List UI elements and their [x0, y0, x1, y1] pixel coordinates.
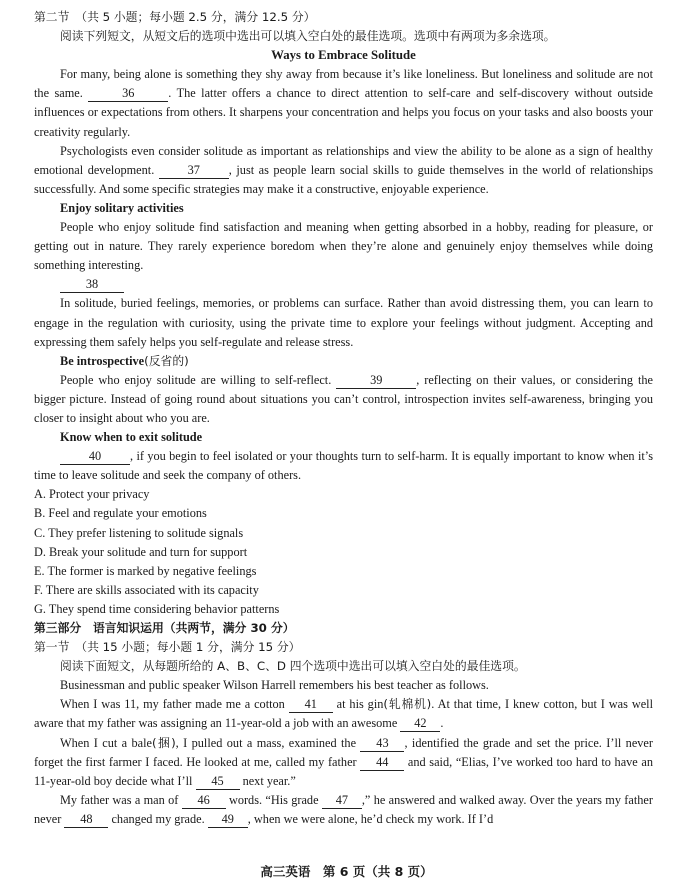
- blank-39: 39: [336, 373, 416, 389]
- paragraph-38-line: [34, 275, 653, 294]
- cloze-paragraph-1: [34, 695, 653, 733]
- paragraph-text: , I pulled out a mass, examined the: [175, 735, 357, 750]
- option-a: A. Protect your privacy: [34, 487, 150, 502]
- options-list: [34, 485, 653, 619]
- paragraph-text: My father was a man of: [60, 792, 179, 807]
- section-instruction: 阅读下面短文，从每题所给的 A、B、C、D 四个选项中选出可以填入空白处的最佳选项。: [60, 659, 526, 674]
- subheading-gloss: (反省的): [144, 353, 189, 368]
- paragraph-text: Psychologists even consider solitude as important as relationships and view the ability to be alone as a sign of healthy emotional development.: [34, 143, 653, 177]
- paragraph-3: People who enjoy solitude find satisfaction and meaning when getting absorbed in a hobby, reading for pleasure, or getting out in nature. They rarely experience boredom when they’re alone and genuinely enjoy themselves while doing something interesting.: [34, 220, 653, 273]
- blank-41: 41: [289, 697, 333, 713]
- paragraph-text: next year.”: [242, 773, 296, 788]
- section-header: 第二节 （共 5 小题；每小题 2.5 分，满分 12.5 分）: [34, 10, 316, 24]
- paragraph-2: [34, 142, 653, 199]
- option-d: D. Break your solitude and turn for support: [34, 544, 248, 559]
- blank-49: 49: [208, 812, 248, 828]
- option-e: E. The former is marked by negative feelings: [34, 563, 257, 578]
- paragraph-text: . The latter offers a chance to direct attention to self-care and self-discovery without outside influences or expectations from others. It sharpens your concentration and helps you focus on your tasks and also boosts your creativity regularly.: [34, 86, 653, 139]
- page-footer: 高三英语 第 6 页（共 8 页）: [260, 864, 433, 879]
- paragraph-text: . At that time, I knew cotton, but I was well aware that my father was assigning an 11-year-old a job with an awesome: [34, 697, 653, 731]
- gloss: (轧棉机): [383, 697, 432, 712]
- blank-44: 44: [360, 755, 404, 771]
- subheading-solitary-activities: Enjoy solitary activities: [60, 200, 184, 215]
- blank-47: 47: [322, 793, 362, 809]
- paragraph-text: , reflecting on their values, or considering the bigger picture. Instead of going round about situations you can’t control, introspection invites self-awareness, bringing you closer to insight about who you are.: [34, 372, 653, 425]
- option-b: B. Feel and regulate your emotions: [34, 506, 207, 521]
- paragraph-6: [34, 447, 653, 485]
- paragraph-text: changed my grade.: [111, 811, 205, 826]
- blank-36: 36: [88, 86, 168, 102]
- cloze-paragraph-2: [34, 734, 653, 791]
- blank-42: 42: [400, 716, 440, 732]
- blank-45: 45: [196, 774, 240, 790]
- subheading-text: Be introspective: [60, 353, 145, 368]
- subheading-exit-solitude: Know when to exit solitude: [60, 430, 203, 445]
- passage-title: Ways to Embrace Solitude: [271, 48, 416, 63]
- blank-38: 38: [60, 277, 124, 293]
- paragraph-text: , when we were alone, he’d check my work. If I’d: [247, 811, 494, 826]
- paragraph-text: , just as people learn social skills to guide themselves in the world of relationships successfully. And some specific strategies may make it a constructive, enjoyable experience.: [34, 162, 653, 196]
- subheading-introspective: [34, 352, 653, 371]
- paragraph-text: , identified the grade and set the price. I’ll never forget the first farmer I faced. He looked at me, called my father: [34, 735, 653, 769]
- cloze-paragraph-3: [34, 791, 653, 829]
- paragraph-text: ,” he answered and walked away. Over the years my father never: [34, 792, 653, 826]
- blank-48: 48: [64, 812, 108, 828]
- part-header: 第三部分 语言知识运用（共两节，满分 30 分）: [34, 621, 295, 635]
- paragraph-1: [34, 65, 653, 141]
- paragraph-text: and said, “Elias, I’ve worked too hard to have an 11-year-old boy decide what I’ll: [34, 754, 653, 788]
- paragraph-text: , if you begin to feel isolated or your thoughts turn to self-harm. It is equally important to know when it’s time to leave solitude and seek the company of others.: [34, 449, 653, 483]
- paragraph-text: When I was 11, my father made me a cotton: [60, 697, 285, 712]
- paragraph-4: In solitude, buried feelings, memories, or problems can surface. Rather than avoid distressing them, you can learn to engage in the regulation with curiosity, using the private time to explore your feelings without judgment. Accepting and expressing them safely helps you self-regulate and release stress.: [34, 296, 653, 349]
- option-g: G. They spend time considering behavior patterns: [34, 601, 280, 616]
- paragraph-text: When I cut a bale: [60, 735, 153, 750]
- blank-43: 43: [360, 736, 404, 752]
- option-c: C. They prefer listening to solitude signals: [34, 525, 244, 540]
- cloze-intro: Businessman and public speaker Wilson Harrell remembers his best teacher as follows.: [60, 678, 489, 693]
- option-f: F. There are skills associated with its capacity: [34, 582, 259, 597]
- gloss: (捆): [152, 735, 176, 750]
- section-instruction: 阅读下列短文，从短文后的选项中选出可以填入空白处的最佳选项。选项中有两项为多余选项。: [60, 29, 556, 44]
- section-header: 第一节 （共 15 小题；每小题 1 分，满分 15 分）: [34, 640, 301, 655]
- paragraph-text: People who enjoy solitude are willing to self-reflect.: [60, 372, 332, 387]
- paragraph-text: words. “His grade: [228, 792, 319, 807]
- blank-37: 37: [159, 163, 229, 179]
- paragraph-text: at his gin: [336, 697, 384, 712]
- blank-40: 40: [60, 449, 130, 465]
- paragraph-text: .: [440, 716, 444, 731]
- blank-46: 46: [182, 793, 226, 809]
- paragraph-5: [34, 371, 653, 428]
- paragraph-text: For many, being alone is something they shy away from because it’s like loneliness. But loneliness and solitude are not the same.: [34, 67, 653, 101]
